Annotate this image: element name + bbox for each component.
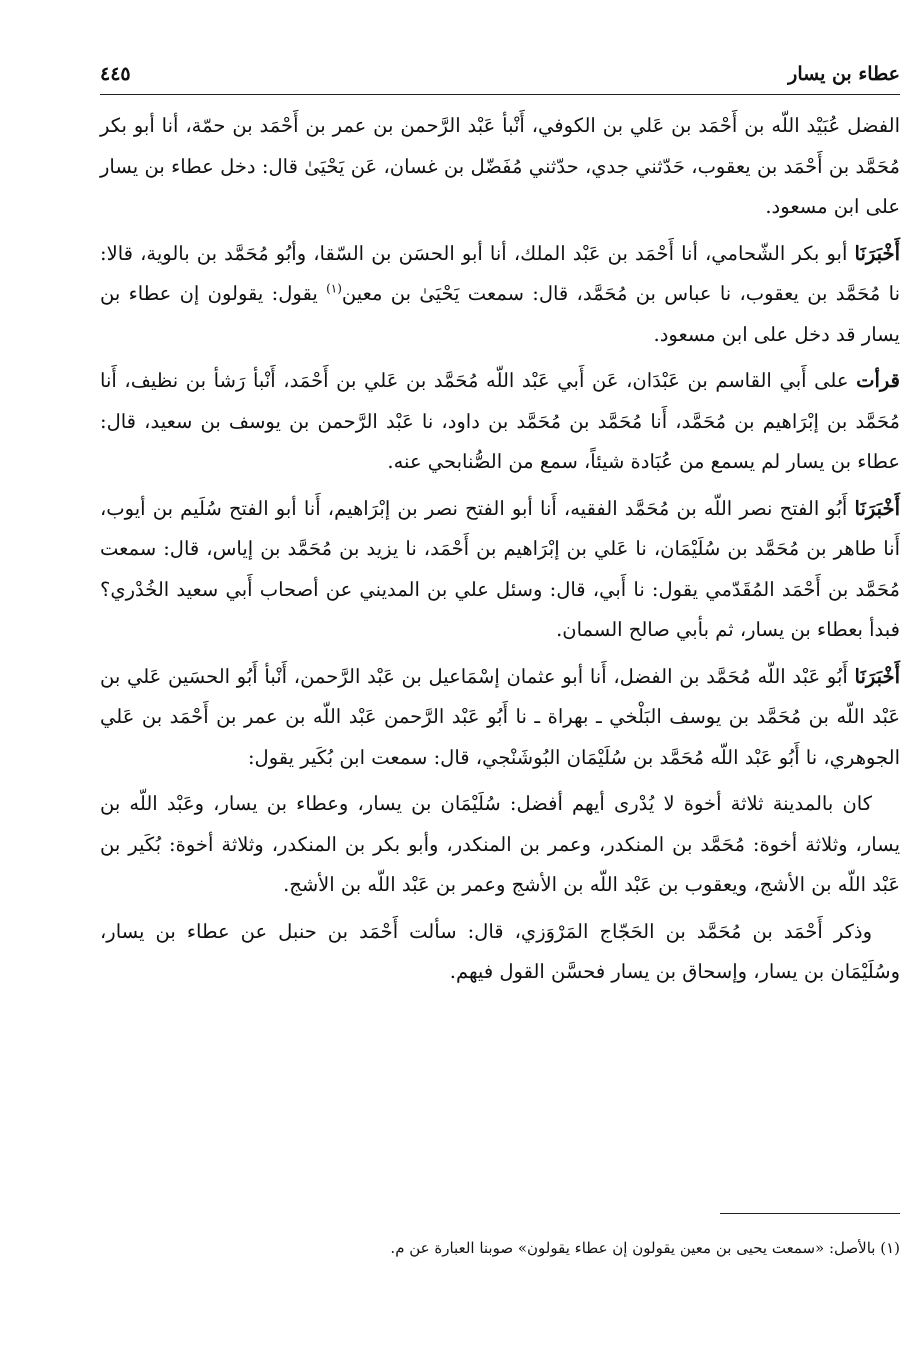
paragraph-text: أَبُو عَبْد اللّه مُحَمَّد بن الفضل، أَنا أبو عثمان إسْمَاعيل بن عَبْد الرَّحمن، أَنْبأ أَبُو الحسَين عَلي بن عَبْد اللّه بن مُحَمَّد بن يوسف البَلْخي ـ بهراة ـ نا أَبُو عَبْد الرَّحمن عَبْد اللّه بن عمر بن أَحْمَد بن عَلي الجوهري، نا أَبُو عَبْد اللّه مُحَمَّد بن سُلَيْمَان البُوشَنْجي، قال: سمعت ابن بُكَير يقول:: [100, 664, 900, 769]
page-header: [100, 58, 900, 90]
paragraph-text: أَبُو الفتح نصر اللّه بن مُحَمَّد الفقيه، أَنا أبو الفتح نصر بن إبْرَاهيم، أَنا أبو الفتح سُلَيم بن أيوب، أَنا طاهر بن مُحَمَّد بن سُلَيْمَان، نا عَلي بن إبْرَاهيم بن أَحْمَد، نا يزيد بن مُحَمَّد بن إياس، قال: سمعت مُحَمَّد بن أَحْمَد المُقَدّمي يقول: نا أَبي، قال: وسئل علي بن المديني عن أصحاب أَبي سعيد الخُدْري؟ فبدأ بعطاء بن يسار، ثم بأبي صالح السمان.: [100, 496, 900, 641]
running-head: عطاء بن يسار: [788, 63, 900, 85]
paragraph-3: [100, 361, 900, 483]
paragraph-tail: يقول: يقولون إن عطاء بن يسار قد دخل على ابن مسعود.: [100, 282, 900, 346]
paragraph-6: [100, 784, 900, 906]
paragraph-lead: أَخْبَرَنَا: [854, 664, 900, 688]
footnote-rule: [720, 1213, 900, 1214]
footnote: (١) بالأصل: «سمعت يحيى بن معين يقولون إن عطاء يقولون» صوبنا العبارة عن م.: [390, 1239, 900, 1257]
paragraph-5: [100, 657, 900, 779]
paragraph-1: [100, 106, 900, 228]
main-text: [100, 106, 900, 999]
paragraph-lead: قرأت: [856, 369, 900, 392]
paragraph-text: أبو بكر الشّحامي، أنا أَحْمَد بن عَبْد الملك، أنا أبو الحسَن بن السّقا، وأبُو مُحَمَّد بن بالوية، قالا: نا مُحَمَّد بن يعقوب، نا عباس بن مُحَمَّد، قال: سمعت يَحْيَىٰ بن معين: [100, 241, 900, 305]
paragraph-4: [100, 489, 900, 651]
footnote-marker[interactable]: (١): [326, 281, 342, 296]
paragraph-text: وذكر أَحْمَد بن مُحَمَّد بن الحَجّاج المَرْوَزي، قال: سألت أَحْمَد بن حنبل عن عطاء بن يسار، وسُلَيْمَان بن يسار، وإسحاق بن يسار فحسَّن القول فيهم.: [100, 919, 900, 983]
page-number: ٤٤٥: [100, 63, 131, 85]
paragraph-text: على أَبي القاسم بن عَبْدَان، عَن أَبي عَبْد اللّه مُحَمَّد بن عَلي بن أَحْمَد، أَنْبأ رَشأ بن نظيف، أَنا مُحَمَّد بن إبْرَاهيم بن مُحَمَّد، أَنا مُحَمَّد بن مُحَمَّد بن داود، نا عَبْد الرَّحمن بن يوسف بن سعيد، قال: عطاء بن يسار لم يسمع من عُبَادة شيئاً، سمع من الصُّنابحي عنه.: [100, 369, 900, 473]
paragraph-lead: أَخْبَرَنَا: [854, 241, 900, 265]
paragraph-text: كان بالمدينة ثلاثة أخوة لا يُدْرى أيهم أفضل: سُلَيْمَان بن يسار، وعطاء بن يسار، وعَبْد اللّه بن يسار، وثلاثة أخوة: مُحَمَّد بن المنكدر، وعمر بن المنكدر، وأبو بكر بن المنكدر، وثلاثة أخوة: بُكَير بن عَبْد اللّه بن الأشج، ويعقوب بن عَبْد اللّه بن الأشج وعمر بن عَبْد اللّه بن الأشج.: [100, 792, 900, 896]
paragraph-2: [100, 234, 900, 356]
paragraph-lead: أَخْبَرَنَا: [854, 496, 900, 520]
paragraph-7: [100, 912, 900, 993]
header-rule: [100, 94, 900, 95]
paragraph-text: الفضل عُبَيْد اللّه بن أَحْمَد بن عَلي بن الكوفي، أَنْبأ عَبْد الرَّحمن بن عمر بن أَحْمَد بن حمّة، أنا أبو بكر مُحَمَّد بن أَحْمَد بن يعقوب، حَدّثني جدي، حدّثني مُفَضّل بن غسان، عَن يَحْيَىٰ قال: دخل عطاء بن يسار على ابن مسعود.: [100, 114, 900, 218]
